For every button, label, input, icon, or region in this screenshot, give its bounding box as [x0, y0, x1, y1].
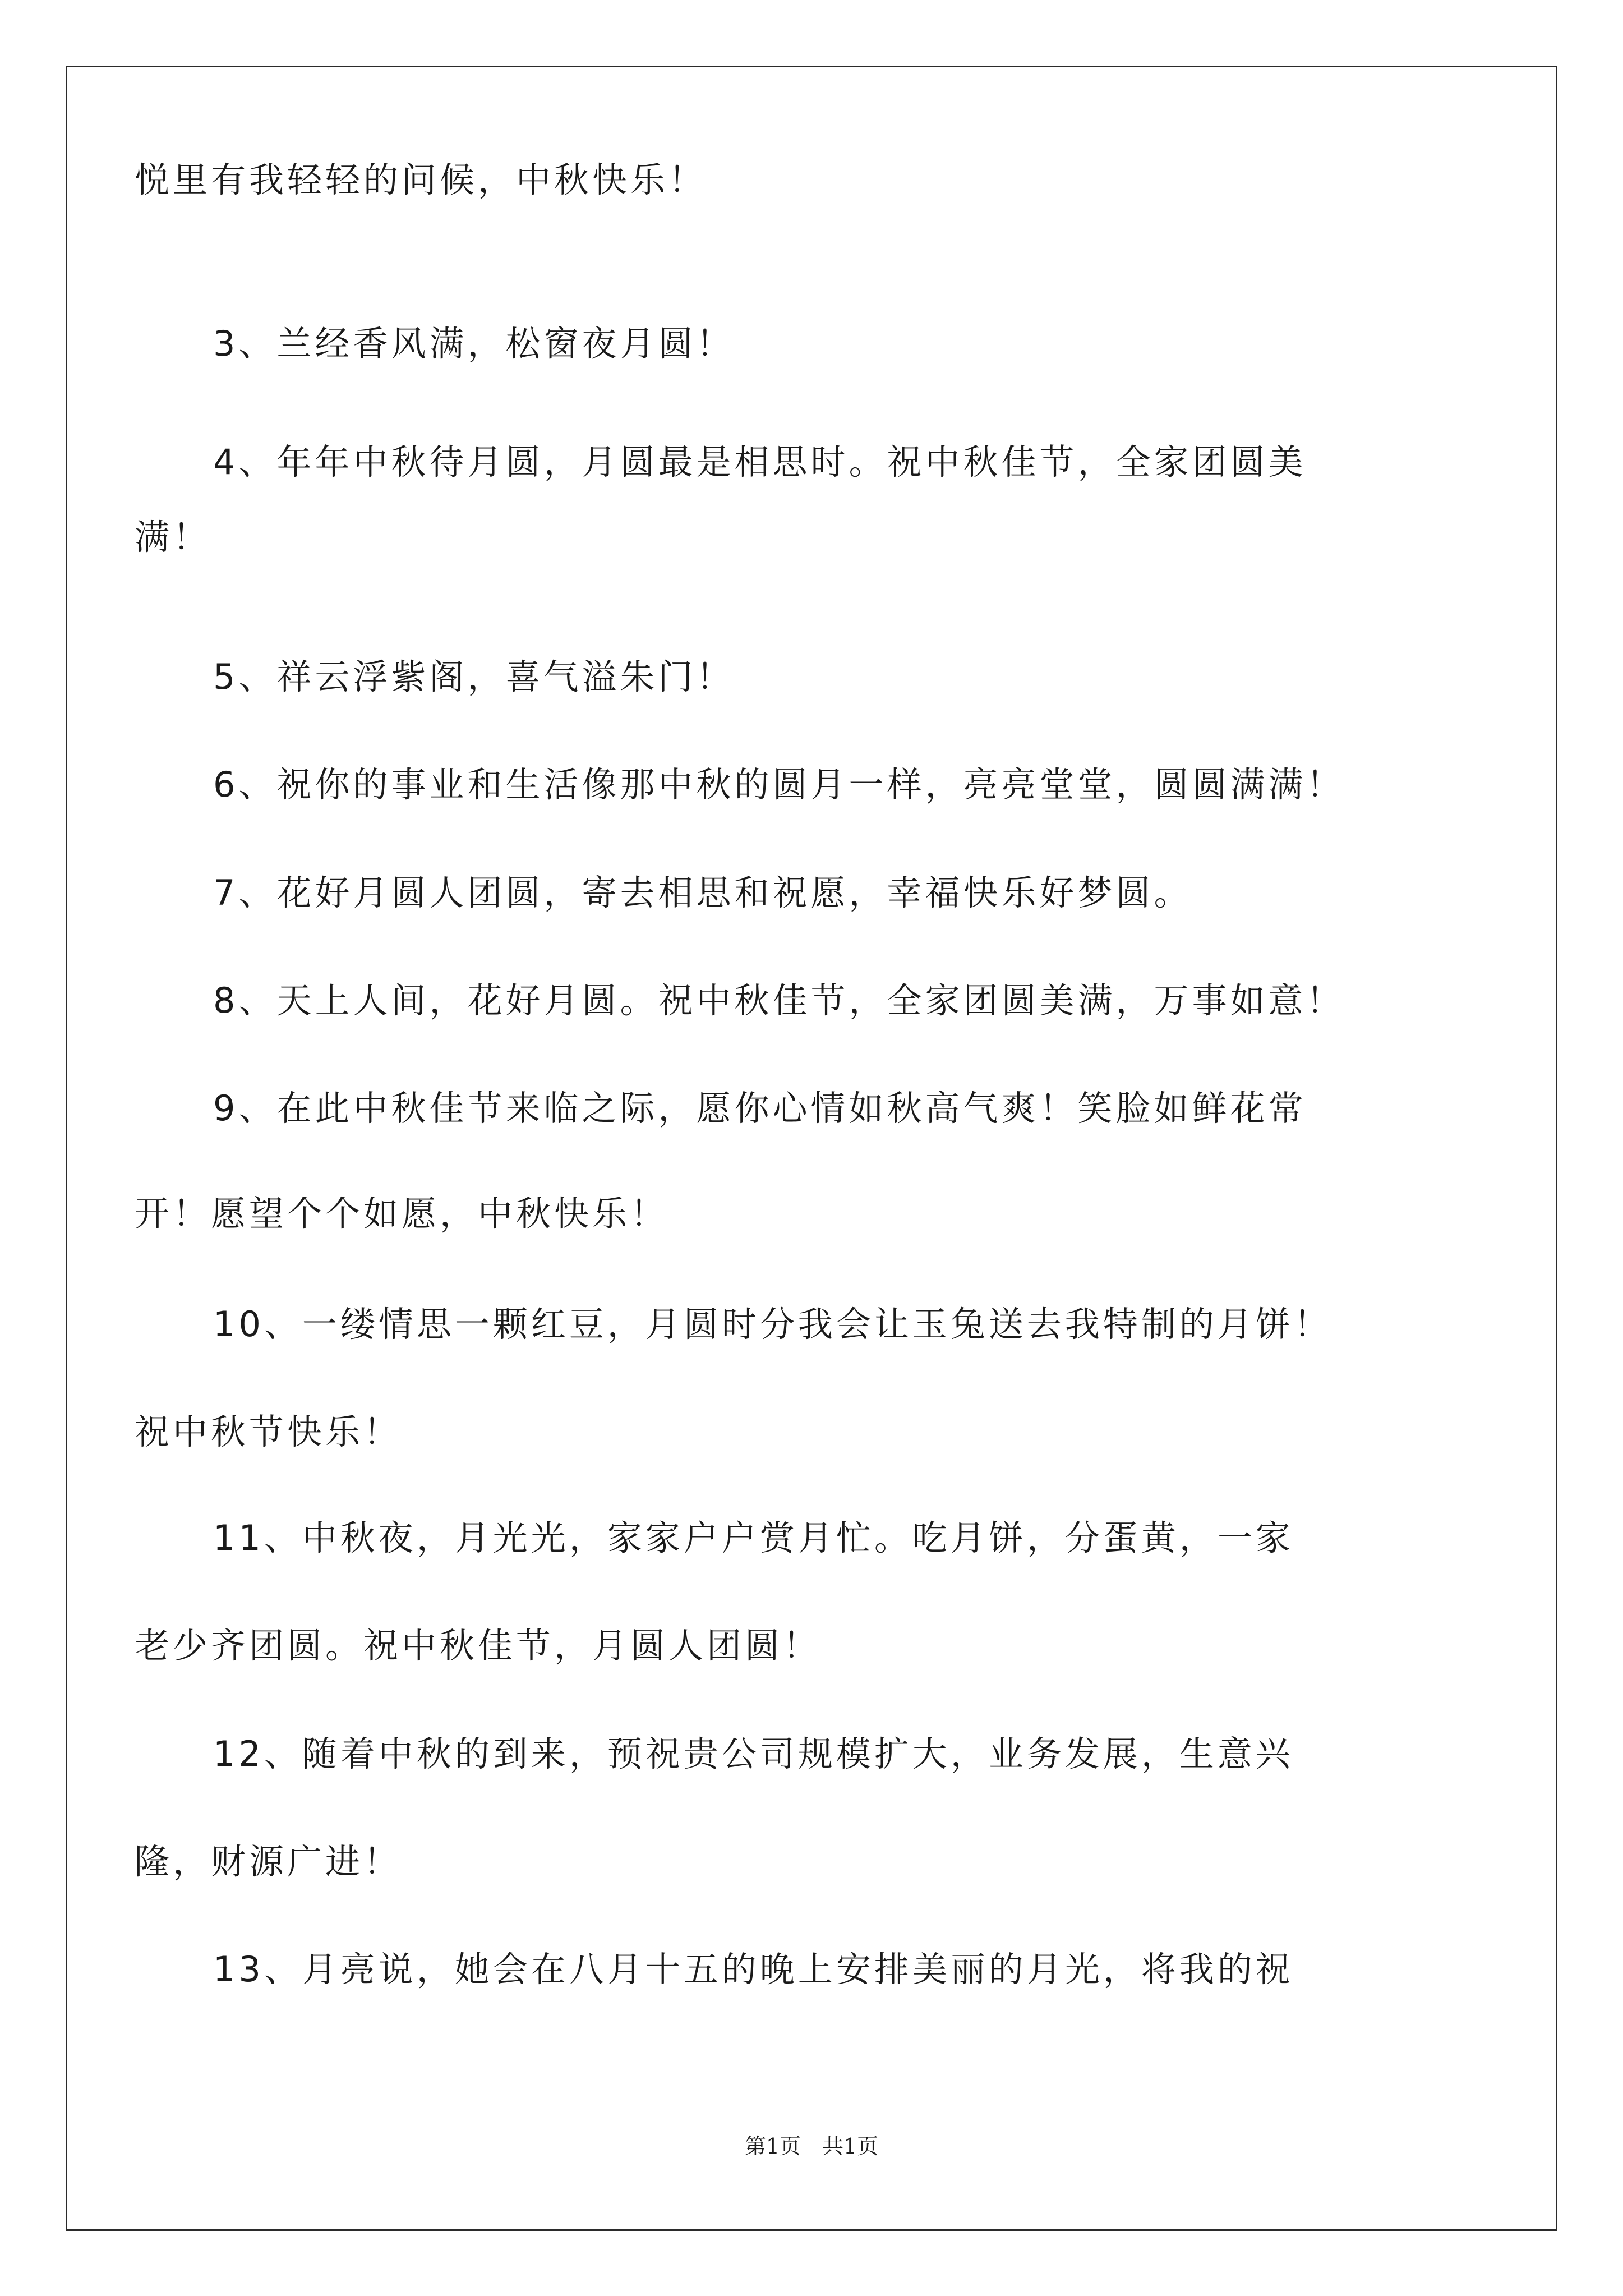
list-item-4: 4、年年中秋待月圆，月圆最是相思时。祝中秋佳节，全家团圆美	[213, 441, 1307, 482]
text-line: 老少齐团圆。祝中秋佳节，月圆人团圆！	[135, 1625, 822, 1666]
list-item-13: 13、月亮说，她会在八月十五的晚上安排美丽的月光，将我的祝	[213, 1949, 1294, 1990]
page-number-footer: 第1页 共1页	[744, 2134, 879, 2159]
text-line: 满！	[135, 517, 211, 558]
text-line: 开！愿望个个如愿，中秋快乐！	[135, 1193, 669, 1234]
page-border	[66, 66, 1557, 2231]
list-item-7: 7、花好月圆人团圆，寄去相思和祝愿，幸福快乐好梦圆。	[213, 872, 1192, 913]
list-item-5: 5、祥云浮紫阁，喜气溢朱门！	[213, 656, 735, 697]
list-item-11: 11、中秋夜，月光光，家家户户赏月忙。吃月饼，分蛋黄，一家	[213, 1517, 1294, 1558]
list-item-6: 6、祝你的事业和生活像那中秋的圆月一样，亮亮堂堂，圆圆满满！	[213, 764, 1345, 805]
text-line: 隆，财源广进！	[135, 1841, 402, 1882]
list-item-12: 12、随着中秋的到来，预祝贵公司规模扩大，业务发展，生意兴	[213, 1733, 1294, 1774]
list-item-9: 9、在此中秋佳节来临之际，愿你心情如秋高气爽！笑脸如鲜花常	[213, 1088, 1307, 1129]
list-item-8: 8、天上人间，花好月圆。祝中秋佳节，全家团圆美满，万事如意！	[213, 980, 1345, 1021]
list-item-10: 10、一缕情思一颗红豆，月圆时分我会让玉兔送去我特制的月饼！	[213, 1304, 1332, 1345]
text-line: 悦里有我轻轻的问候，中秋快乐！	[135, 159, 707, 200]
list-item-3: 3、兰经香风满，松窗夜月圆！	[213, 323, 735, 364]
text-line: 祝中秋节快乐！	[135, 1411, 402, 1452]
